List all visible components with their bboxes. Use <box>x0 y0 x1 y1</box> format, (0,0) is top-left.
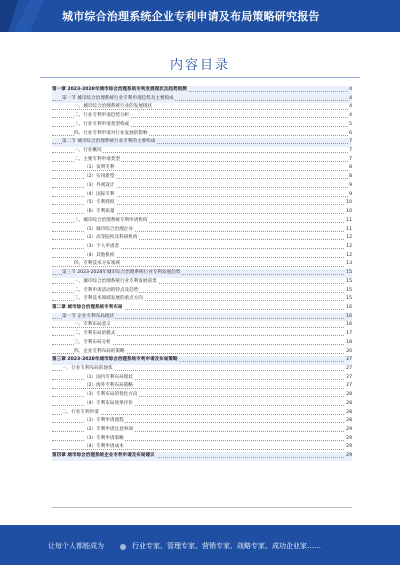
toc-entry-title: （1）国内专利布局现状 <box>84 374 133 380</box>
toc-entry-page: 4 <box>348 86 352 95</box>
toc-entry[interactable] <box>52 339 352 348</box>
toc-entry[interactable] <box>52 243 352 252</box>
toc-entry[interactable] <box>52 156 352 165</box>
toc-entry-page: 5 <box>348 121 352 130</box>
toc-entry-page: 12 <box>345 252 352 261</box>
toc-entry-title: （2）高等院校及科研机构 <box>84 235 138 241</box>
toc-entry-page: 11 <box>345 226 352 235</box>
toc-entry-title: （3）专利申请策略 <box>84 435 124 441</box>
toc-entry-title: （1）专利申请流程 <box>84 418 124 424</box>
toc-entry-page: 4 <box>348 112 352 121</box>
toc-entry-page: 29 <box>345 435 352 444</box>
toc-entry[interactable] <box>52 304 352 313</box>
toc-entry-title: （2）专利申请注意事项 <box>84 427 133 433</box>
toc-entry-page: 4 <box>348 95 352 104</box>
toc-entry-page: 17 <box>345 330 352 339</box>
toc-entry[interactable] <box>52 452 352 461</box>
toc-entry[interactable] <box>52 313 352 322</box>
toc-entry-page: 28 <box>345 391 352 400</box>
toc-entry-page: 28 <box>345 417 352 426</box>
toc-entry-page: 7 <box>348 156 352 165</box>
toc-entry-title: （4）国际专利 <box>84 191 115 197</box>
toc-entry-page: 27 <box>345 356 352 365</box>
divider <box>40 77 360 78</box>
report-header <box>0 0 400 32</box>
toc-entry-page: 9 <box>348 182 352 191</box>
toc-entry-page: 15 <box>345 295 352 304</box>
toc-entry-title: （4）专利布局效果评价 <box>84 400 133 406</box>
toc-entry-page: 18 <box>345 339 352 348</box>
toc-entry[interactable] <box>52 269 352 278</box>
header-decoration-icon <box>0 0 52 32</box>
toc-entry-page: 15 <box>345 287 352 296</box>
toc-entry-page: 15 <box>345 269 352 278</box>
toc-entry-page: 6 <box>348 130 352 139</box>
toc-entry-page: 11 <box>345 217 352 226</box>
toc-entry-title: （4）其他机构 <box>84 252 115 258</box>
toc-entry-page: 13 <box>345 260 352 269</box>
toc-entry-title: （3）专利布局的优化方向 <box>84 392 138 398</box>
toc-entry[interactable] <box>52 130 352 139</box>
toc-entry-title: 四、企业专利布局的策略 <box>74 348 125 354</box>
toc-entry-title: 一、城市综合治理系统行业的发展现状 <box>74 104 153 110</box>
toc-entry-page: 16 <box>345 304 352 313</box>
toc-entry[interactable] <box>52 348 352 357</box>
toc-entry[interactable] <box>52 443 352 452</box>
toc-entry[interactable] <box>52 426 352 435</box>
toc-entry-title: 一、行业概况 <box>74 148 102 154</box>
toc-entry-title: 四、行业专利申请对行业发展的影响 <box>74 130 148 136</box>
toc-entry[interactable] <box>52 138 352 147</box>
toc-entry[interactable] <box>52 103 352 112</box>
toc-entry-title: 第四章 城市综合治理系统企业专利申请及布局建议 <box>52 453 155 459</box>
toc-entry-title: 一、城市综合治理系统行业专利发展前景 <box>74 278 157 284</box>
toc-entry[interactable] <box>52 409 352 418</box>
toc-entry-page: 27 <box>345 365 352 374</box>
toc-entry[interactable] <box>52 287 352 296</box>
toc-entry[interactable] <box>52 374 352 383</box>
toc-entry-title: 三、行业专利申请类型构成 <box>74 121 130 127</box>
toc-entry[interactable] <box>52 365 352 374</box>
toc-entry[interactable] <box>52 121 352 130</box>
toc-entry-title: 三、城市综合治理系统专利申请机构 <box>74 217 148 223</box>
toc-entry[interactable] <box>52 199 352 208</box>
toc-entry-page: 9 <box>348 191 352 200</box>
toc-entry-page: 10 <box>345 208 352 217</box>
toc-entry-page: 16 <box>345 321 352 330</box>
toc-entry-title: 四、专利技术分布领域 <box>74 261 120 267</box>
toc-entry-page: 7 <box>348 138 352 147</box>
toc-entry-title: 三、专利布局分析 <box>74 339 111 345</box>
toc-heading: 内容目录 <box>169 58 230 73</box>
toc-entry-page: 10 <box>345 199 352 208</box>
toc-entry-page: 27 <box>345 382 352 391</box>
toc-entry-title: 二、行业专利申请趋势分析 <box>74 113 130 119</box>
toc-entry-page: 4 <box>348 103 352 112</box>
toc-entry-page: 8 <box>348 173 352 182</box>
toc-entry[interactable] <box>52 226 352 235</box>
toc-entry-title: （1）城市综合治理企业 <box>84 226 133 232</box>
toc-entry[interactable] <box>52 164 352 173</box>
bullet-icon <box>120 544 126 550</box>
toc-entry-title: 二、专利布局的模式 <box>74 331 116 337</box>
toc-entry-title: （5）专利授权 <box>84 200 115 206</box>
toc-entry-title: 第一节 企业专利布局现状 <box>62 313 114 319</box>
toc-entry-title: 第三节 2023-2028年城市综合治理系统行业专利发展趋势 <box>62 270 181 276</box>
toc-entry-title: （2）海外专利布局策略 <box>84 383 133 389</box>
toc-entry-page: 16 <box>345 313 352 322</box>
toc-entry-title: 第一章 2023-2028年城市综合治理系统专利发展现状及趋势预测 <box>52 87 187 92</box>
toc-entry-title: （4）专利申请成本 <box>84 444 124 450</box>
toc-entry[interactable] <box>52 278 352 287</box>
table-of-contents <box>52 86 352 461</box>
footer-clients: 行业专家、管理专家、营销专家、战略专家、成功企业家…… <box>132 542 321 550</box>
toc-entry[interactable] <box>52 382 352 391</box>
toc-entry-title: （1）发明专利 <box>84 165 115 171</box>
toc-entry-page: 8 <box>348 164 352 173</box>
toc-entry-page: 15 <box>345 278 352 287</box>
toc-entry[interactable] <box>52 182 352 191</box>
toc-entry-title: 第一节 城市综合治理系统行业专利申请趋势及主要构成 <box>62 95 174 101</box>
toc-entry-title: 二、主要专利申请类型 <box>74 156 120 162</box>
footer-slogan: 让每个人都能成为 <box>48 542 104 550</box>
toc-entry[interactable] <box>52 147 352 156</box>
toc-entry[interactable] <box>52 295 352 304</box>
toc-entry-page: 29 <box>345 452 352 461</box>
toc-entry-page: 29 <box>345 426 352 435</box>
toc-entry-page: 29 <box>345 443 352 452</box>
toc-entry-title: （6）专利质量 <box>84 209 115 215</box>
report-title: 城市综合治理系统企业专利申请及布局策略研究报告 <box>62 10 320 23</box>
toc-entry[interactable] <box>52 391 352 400</box>
toc-entry[interactable] <box>52 330 352 339</box>
toc-entry[interactable] <box>52 208 352 217</box>
toc-entry[interactable] <box>52 435 352 444</box>
toc-entry[interactable] <box>52 260 352 269</box>
toc-entry[interactable] <box>52 252 352 261</box>
toc-entry[interactable] <box>52 321 352 330</box>
divider <box>52 507 352 508</box>
toc-entry[interactable] <box>52 173 352 182</box>
toc-entry-title: （3）个人申请者 <box>84 243 120 249</box>
toc-entry-page: 20 <box>345 348 352 357</box>
toc-entry[interactable] <box>52 191 352 200</box>
toc-entry-page: 12 <box>345 243 352 252</box>
toc-entry-title: （3）外观设计 <box>84 182 115 188</box>
toc-entry-page: 28 <box>345 409 352 418</box>
toc-entry[interactable] <box>52 86 352 95</box>
toc-entry[interactable] <box>52 234 352 243</box>
toc-entry[interactable] <box>52 400 352 409</box>
toc-entry[interactable] <box>52 417 352 426</box>
toc-entry-title: 二、专利申请活动的特点及趋势 <box>74 287 139 293</box>
toc-entry[interactable] <box>52 217 352 226</box>
toc-entry[interactable] <box>52 112 352 121</box>
toc-entry-page: 7 <box>348 147 352 156</box>
toc-entry-title: 一、行业专利布局的现状 <box>62 366 113 371</box>
page-footer <box>0 525 400 565</box>
toc-entry-page: 28 <box>345 400 352 409</box>
toc-entry[interactable] <box>52 356 352 365</box>
toc-entry-title: （2）实用新型 <box>84 174 115 180</box>
toc-entry-title: 第二章 城市综合治理系统专利布局 <box>52 304 123 310</box>
toc-entry-page: 27 <box>345 374 352 383</box>
toc-entry[interactable] <box>52 95 352 104</box>
toc-entry-title: 三、专利技术领域发展的重点方向 <box>74 296 143 302</box>
toc-entry-title: 第三章 2023-2028年城市综合治理系统专利申请及布局策略 <box>52 357 178 363</box>
toc-entry-page: 12 <box>345 234 352 243</box>
toc-entry-title: 二、行业专利申请 <box>62 409 99 415</box>
toc-entry-title: 第二节 城市综合治理系统行业专利的主要构成 <box>62 139 156 145</box>
toc-entry-title: 一、专利布局意义 <box>74 322 111 328</box>
